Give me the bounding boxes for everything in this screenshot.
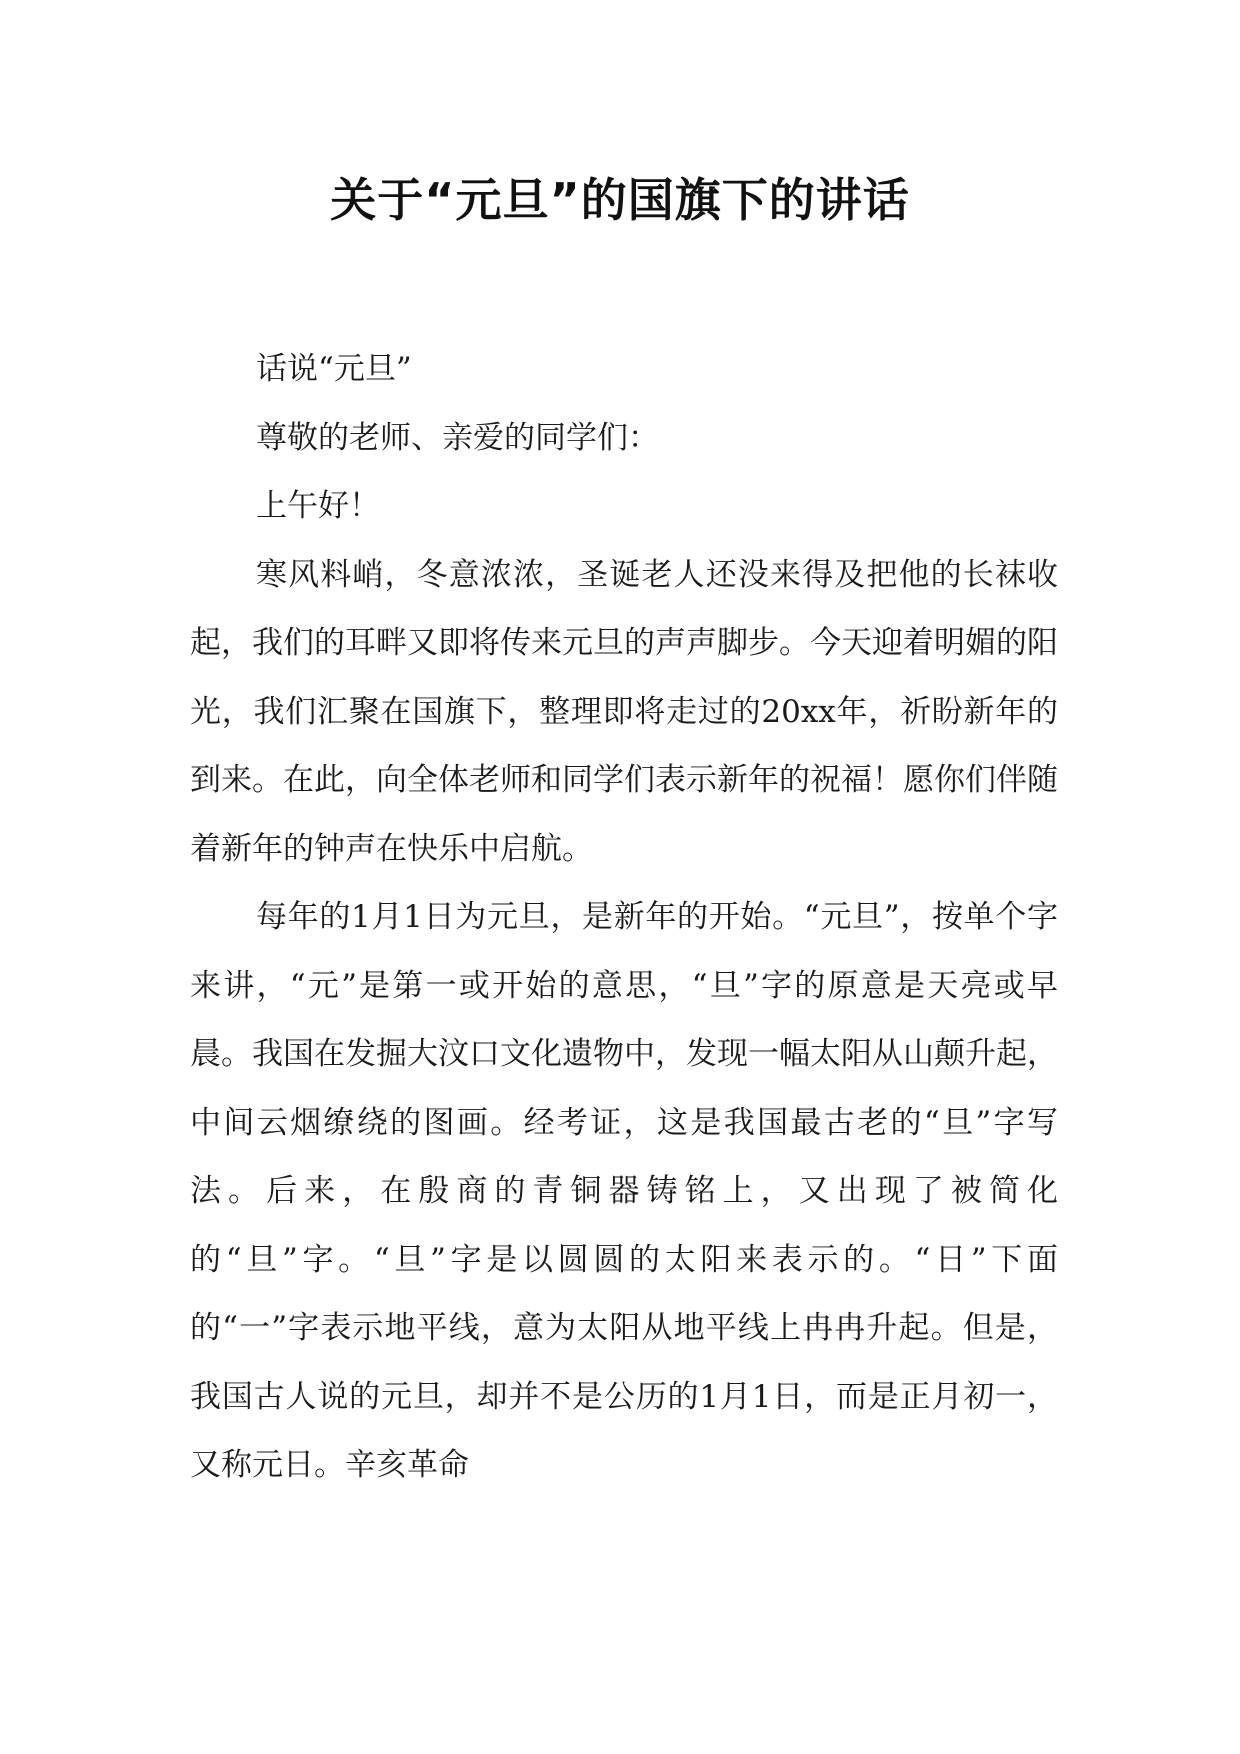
paragraph-origin: 每年的1月1日为元旦，是新年的开始。“元旦”，按单个字来讲，“元”是第一或开始的意思，“旦”字的原意是天亮或早晨。我国在发掘大汶口文化遗物中，发现一幅太阳从山颠升起，中间云烟缭绕的图画。经考证，这是我国最古老的“旦”字写法。后来，在殷商的青铜器铸铭上，又出现了被简化的“旦”字。“旦”字是以圆圆的太阳来表示的。“日”下面的“一”字表示地平线，意为太阳从地平线上冉冉升起。但是，我国古人说的元旦，却并不是公历的1月1日，而是正月初一，又称元日。辛亥革命 (190, 899, 1058, 1483)
document-title: 关于“元旦”的国旗下的讲话 (330, 173, 910, 227)
document-body (190, 335, 1058, 1500)
paragraph-subtitle: 话说“元旦” (256, 351, 412, 387)
paragraph-salutation: 尊敬的老师、亲爱的同学们： (256, 419, 659, 456)
paragraph-opening: 寒风料峭，冬意浓浓，圣诞老人还没来得及把他的长袜收起，我们的耳畔又即将传来元旦的声声脚步。今天迎着明媚的阳光，我们汇聚在国旗下，整理即将走过的20xx年，祈盼新年的到来。在此，向全体老师和同学们表示新年的祝福！愿你们伴随着新年的钟声在快乐中启航。 (190, 556, 1058, 867)
paragraph-greeting: 上午好！ (256, 488, 380, 524)
